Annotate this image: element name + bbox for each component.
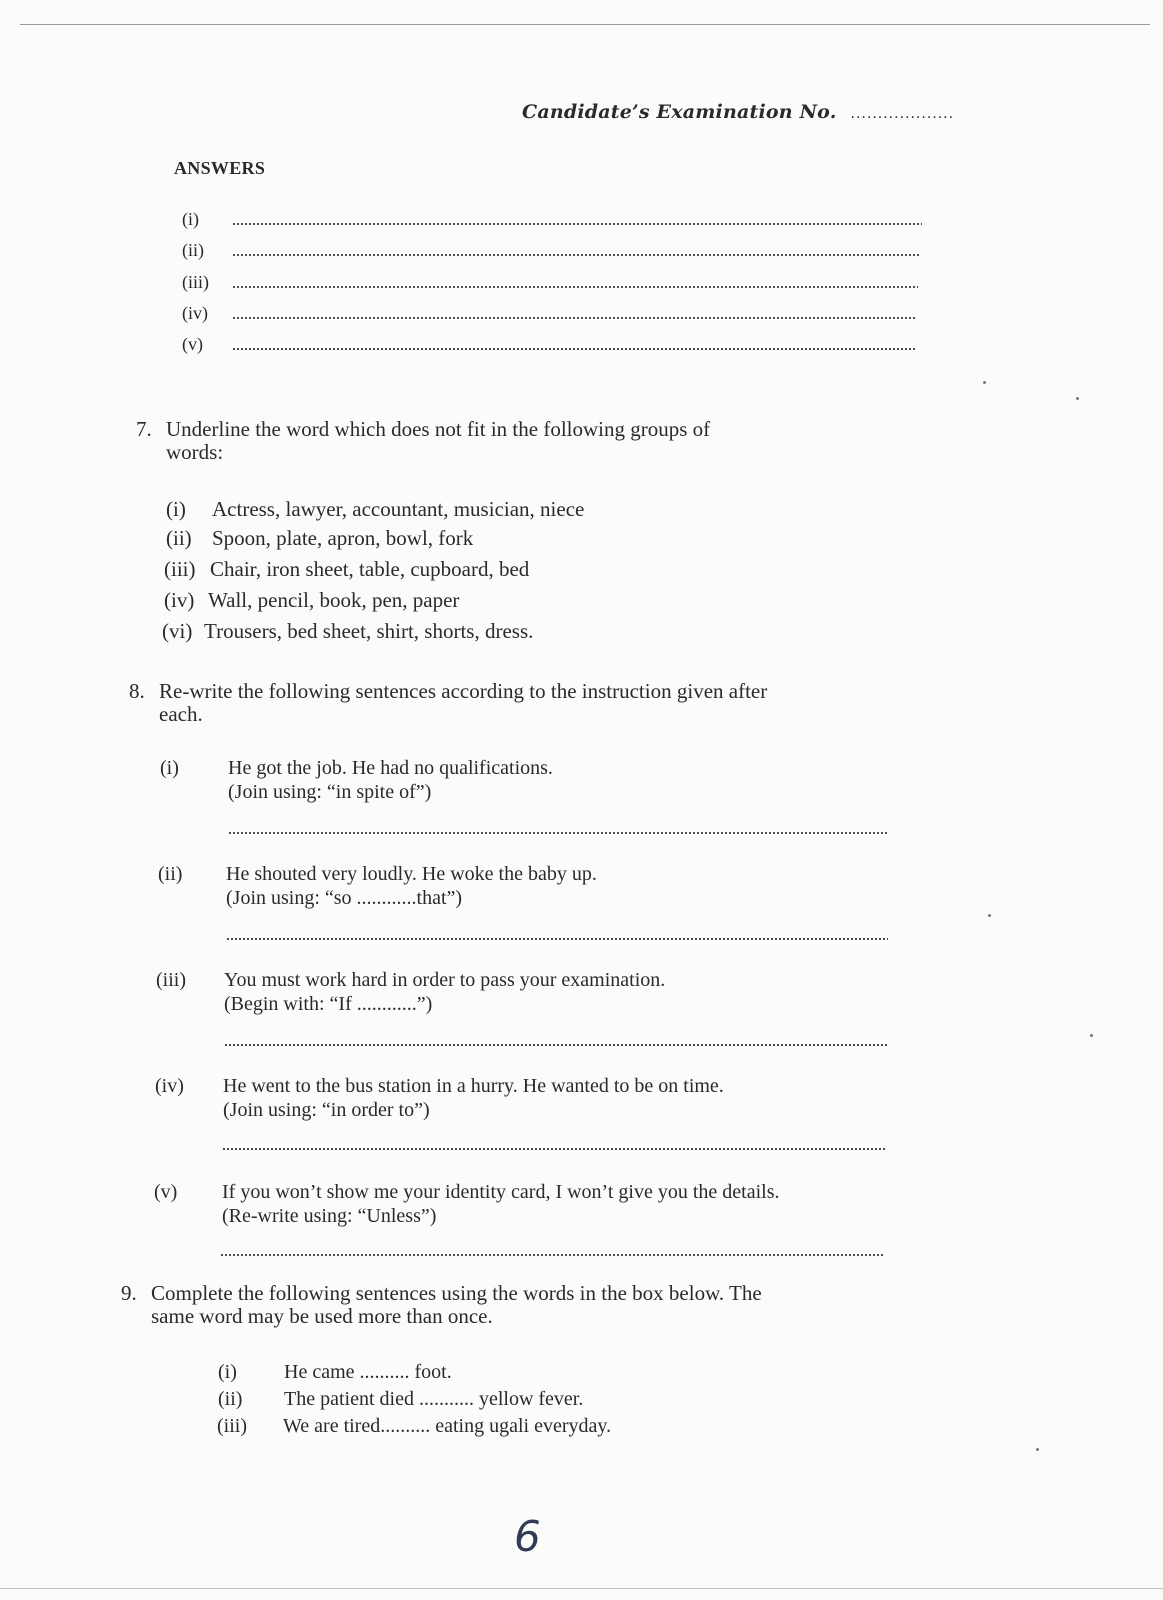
- word-group-text[interactable]: Actress, lawyer, accountant, musician, niece: [212, 497, 585, 521]
- word-group-text[interactable]: Spoon, plate, apron, bowl, fork: [212, 526, 474, 550]
- item-number: (i): [160, 757, 179, 779]
- rewrite-sentence: He went to the bus station in a hurry. He wanted to be on time.: [223, 1075, 724, 1097]
- answer-row: [182, 240, 920, 261]
- rewrite-sentence: He shouted very loudly. He woke the baby up.: [226, 863, 597, 885]
- scan-speck: [1036, 1448, 1039, 1451]
- answer-row-number: (ii): [182, 240, 204, 260]
- question-text: Complete the following sentences using the words in the box below. The: [151, 1281, 762, 1305]
- candidate-exam-label: Candidate’s Examination No.: [522, 101, 837, 123]
- fill-blank-item: [218, 1360, 452, 1384]
- item-number: (vi): [162, 619, 193, 643]
- scan-speck: [1076, 397, 1079, 400]
- answer-row-number: (iv): [182, 303, 208, 323]
- fill-blank-sentence[interactable]: The patient died ........... yellow fever.: [284, 1388, 584, 1410]
- item-number: (v): [154, 1181, 178, 1203]
- question-number: 7.: [136, 417, 152, 441]
- answer-row-number: (v): [182, 334, 203, 354]
- word-group-item: [164, 587, 459, 613]
- answer-blank-line[interactable]: [232, 286, 918, 288]
- page-number: 6: [514, 1512, 541, 1561]
- answer-blank-line[interactable]: [232, 317, 916, 319]
- word-group-item: [166, 525, 473, 551]
- question-text-cont: same word may be used more than once.: [151, 1304, 493, 1328]
- rewrite-instruction: (Join using: “in order to”): [223, 1099, 430, 1121]
- candidate-exam-blank: ...................: [850, 106, 955, 122]
- fill-blank-item: [218, 1387, 583, 1411]
- rewrite-answer-line[interactable]: [224, 1044, 888, 1046]
- question-8: [129, 680, 767, 726]
- answer-row: [182, 209, 922, 230]
- rewrite-instruction: (Re-write using: “Unless”): [222, 1205, 437, 1227]
- answer-row-number: (i): [182, 209, 199, 229]
- answer-blank-line[interactable]: [232, 348, 916, 350]
- fill-blank-item: [217, 1414, 611, 1438]
- question-number: 8.: [129, 679, 145, 703]
- item-number: (iv): [164, 588, 195, 612]
- scan-speck: [988, 914, 991, 917]
- item-number: (iv): [155, 1075, 184, 1097]
- answer-blank-line[interactable]: [232, 254, 920, 256]
- rewrite-instruction: (Join using: “so ............that”): [226, 887, 463, 909]
- item-number: (iii): [164, 557, 196, 581]
- rewrite-item: [156, 968, 665, 1016]
- rewrite-item: [155, 1074, 724, 1122]
- rewrite-instruction: (Begin with: “If ............”): [224, 993, 433, 1015]
- rewrite-item: [158, 862, 597, 910]
- question-text-cont: each.: [159, 702, 203, 726]
- page-bottom-edge: [0, 1588, 1163, 1589]
- answer-row-number: (iii): [182, 272, 209, 292]
- item-number: (i): [218, 1361, 237, 1383]
- item-number: (i): [166, 497, 186, 521]
- question-7: [136, 418, 710, 464]
- rewrite-item: [154, 1180, 780, 1228]
- rewrite-item: [160, 756, 553, 804]
- question-number: 9.: [121, 1281, 137, 1305]
- item-number: (ii): [218, 1388, 243, 1410]
- rewrite-instruction: (Join using: “in spite of”): [228, 781, 432, 803]
- word-group-text[interactable]: Wall, pencil, book, pen, paper: [208, 588, 460, 612]
- answer-row: [182, 334, 916, 355]
- item-number: (ii): [166, 526, 192, 550]
- word-group-item: [164, 556, 529, 582]
- scan-speck: [1090, 1034, 1093, 1037]
- item-number: (iii): [217, 1415, 247, 1437]
- candidate-exam-number: [522, 101, 954, 123]
- fill-blank-sentence[interactable]: He came .......... foot.: [284, 1361, 452, 1383]
- rewrite-answer-line[interactable]: [226, 938, 888, 940]
- question-text: Re-write the following sentences according to the instruction given after: [159, 679, 768, 703]
- rewrite-sentence: You must work hard in order to pass your examination.: [224, 969, 666, 991]
- question-9: [121, 1282, 762, 1328]
- answers-heading: ANSWERS: [174, 158, 266, 178]
- page-top-edge: [20, 24, 1150, 25]
- question-text: Underline the word which does not fit in the following groups of: [166, 417, 711, 441]
- fill-blank-sentence[interactable]: We are tired.......... eating ugali everyday.: [283, 1415, 612, 1437]
- answer-row: [182, 303, 916, 324]
- rewrite-answer-line[interactable]: [220, 1254, 884, 1256]
- answer-blank-line[interactable]: [232, 223, 922, 225]
- word-group-item: [166, 496, 584, 522]
- rewrite-sentence: If you won’t show me your identity card, I won’t give you the details.: [222, 1181, 780, 1203]
- rewrite-answer-line[interactable]: [222, 1148, 886, 1150]
- word-group-text[interactable]: Chair, iron sheet, table, cupboard, bed: [210, 557, 530, 581]
- rewrite-sentence: He got the job. He had no qualifications.: [228, 757, 553, 779]
- word-group-item: [162, 618, 533, 644]
- question-text-cont: words:: [166, 440, 224, 464]
- item-number: (iii): [156, 969, 186, 991]
- rewrite-answer-line[interactable]: [228, 832, 888, 834]
- answer-row: [182, 272, 918, 293]
- word-group-text[interactable]: Trousers, bed sheet, shirt, shorts, dress.: [204, 619, 534, 643]
- item-number: (ii): [158, 863, 183, 885]
- scan-speck: [983, 381, 986, 384]
